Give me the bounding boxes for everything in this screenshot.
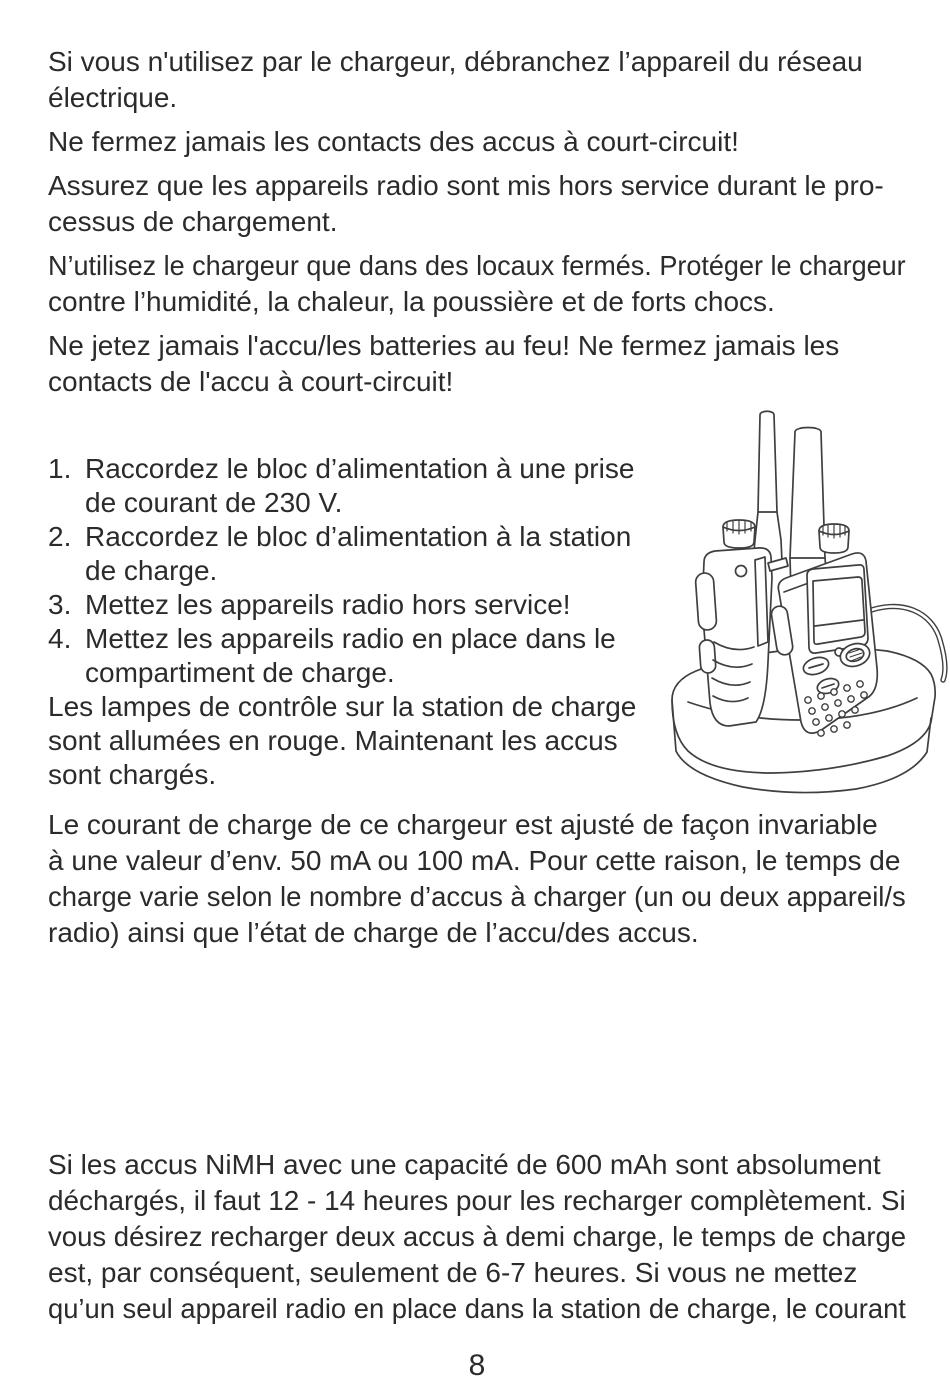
text-line: à une valeur d’env. 50 mA ou 100 mA. Pour cette raison, le temps de [48,845,901,876]
step-number: 2. [48,521,72,552]
text-line: de courant de 230 V. [85,487,343,518]
text-line: déchargés, il faut 12 - 14 heures pour les recharger complètement. Si [48,1185,906,1216]
text-line: sont chargés. [48,759,217,790]
step-number: 4. [48,623,72,654]
text-line: Si vous n'utilisez par le chargeur, débranchez l’appareil du réseau [48,46,863,77]
text-line: Mettez les appareils radio hors service! [85,589,571,620]
step-item [48,520,648,588]
text-line: contre l’humidité, la chaleur, la poussière et de forts chocs. [48,286,775,317]
text-line: électrique. [48,82,178,113]
text-line: cessus de chargement. [48,206,338,237]
step-text [85,622,648,690]
step-item [48,622,648,690]
text-line: radio) ainsi que l’état de charge de l’accu/des accus. [48,917,699,948]
text-line: Si les accus NiMH avec une capacité de 600 mAh sont absolument [48,1149,881,1180]
warning-paragraph-unplug [48,44,906,116]
page-number: 8 [468,1349,486,1382]
text-line: de charge. [85,555,218,586]
step-text [85,452,648,520]
step-item [48,452,648,520]
text-line: Ne jetez jamais l'accu/les batteries au feu! Ne fermez jamais les [48,330,840,361]
warning-paragraph-no-fire [48,328,906,400]
text-line: qu’un seul appareil radio en place dans la station de charge, le courant [48,1293,906,1324]
text-line: contacts de l'accu à court-circuit! [48,366,454,397]
walkie-talkies-in-charging-dock-icon [658,400,948,800]
step-item [48,588,648,622]
step-number: 3. [48,589,72,620]
text-line: Ne fermez jamais les contacts des accus à court-circuit! [48,126,739,157]
text-line: Le courant de charge de ce chargeur est ajusté de façon invariable [48,809,878,840]
step-text [85,588,648,622]
charging-steps-section [48,452,906,792]
text-line: charge varie selon le nombre d’accus à charger (un ou deux appareil/s [48,881,906,912]
text-line: N’utilisez le chargeur que dans des locaux fermés. Protéger le chargeur [48,250,906,281]
text-line: Les lampes de contrôle sur la station de charge [48,691,637,722]
text-line: est, par conséquent, seulement de 6-7 heures. Si vous ne mettez [48,1257,858,1288]
steps-note [48,690,648,792]
nimh-paragraph [48,1147,906,1327]
warning-paragraph-indoor-use [48,248,906,320]
text-line: Assurez que les appareils radio sont mis hors service durant le pro- [48,170,884,201]
text-line: vous désirez recharger deux accus à demi charge, le temps de charge [48,1221,907,1252]
warning-paragraph-short-circuit [48,124,906,160]
step-text [85,520,648,588]
charging-steps-list [48,452,648,792]
text-line: Mettez les appareils radio en place dans le [85,623,616,654]
text-line: compartiment de charge. [85,657,395,688]
warning-paragraph-radios-off [48,168,906,240]
charging-station-illustration [658,400,948,800]
charging-current-paragraph [48,807,906,951]
step-number: 1. [48,453,72,484]
text-line: Raccordez le bloc d’alimentation à la station [85,521,632,552]
text-line: sont allumées en rouge. Maintenant les accus [48,725,618,756]
text-line: Raccordez le bloc d’alimentation à une prise [85,453,635,484]
